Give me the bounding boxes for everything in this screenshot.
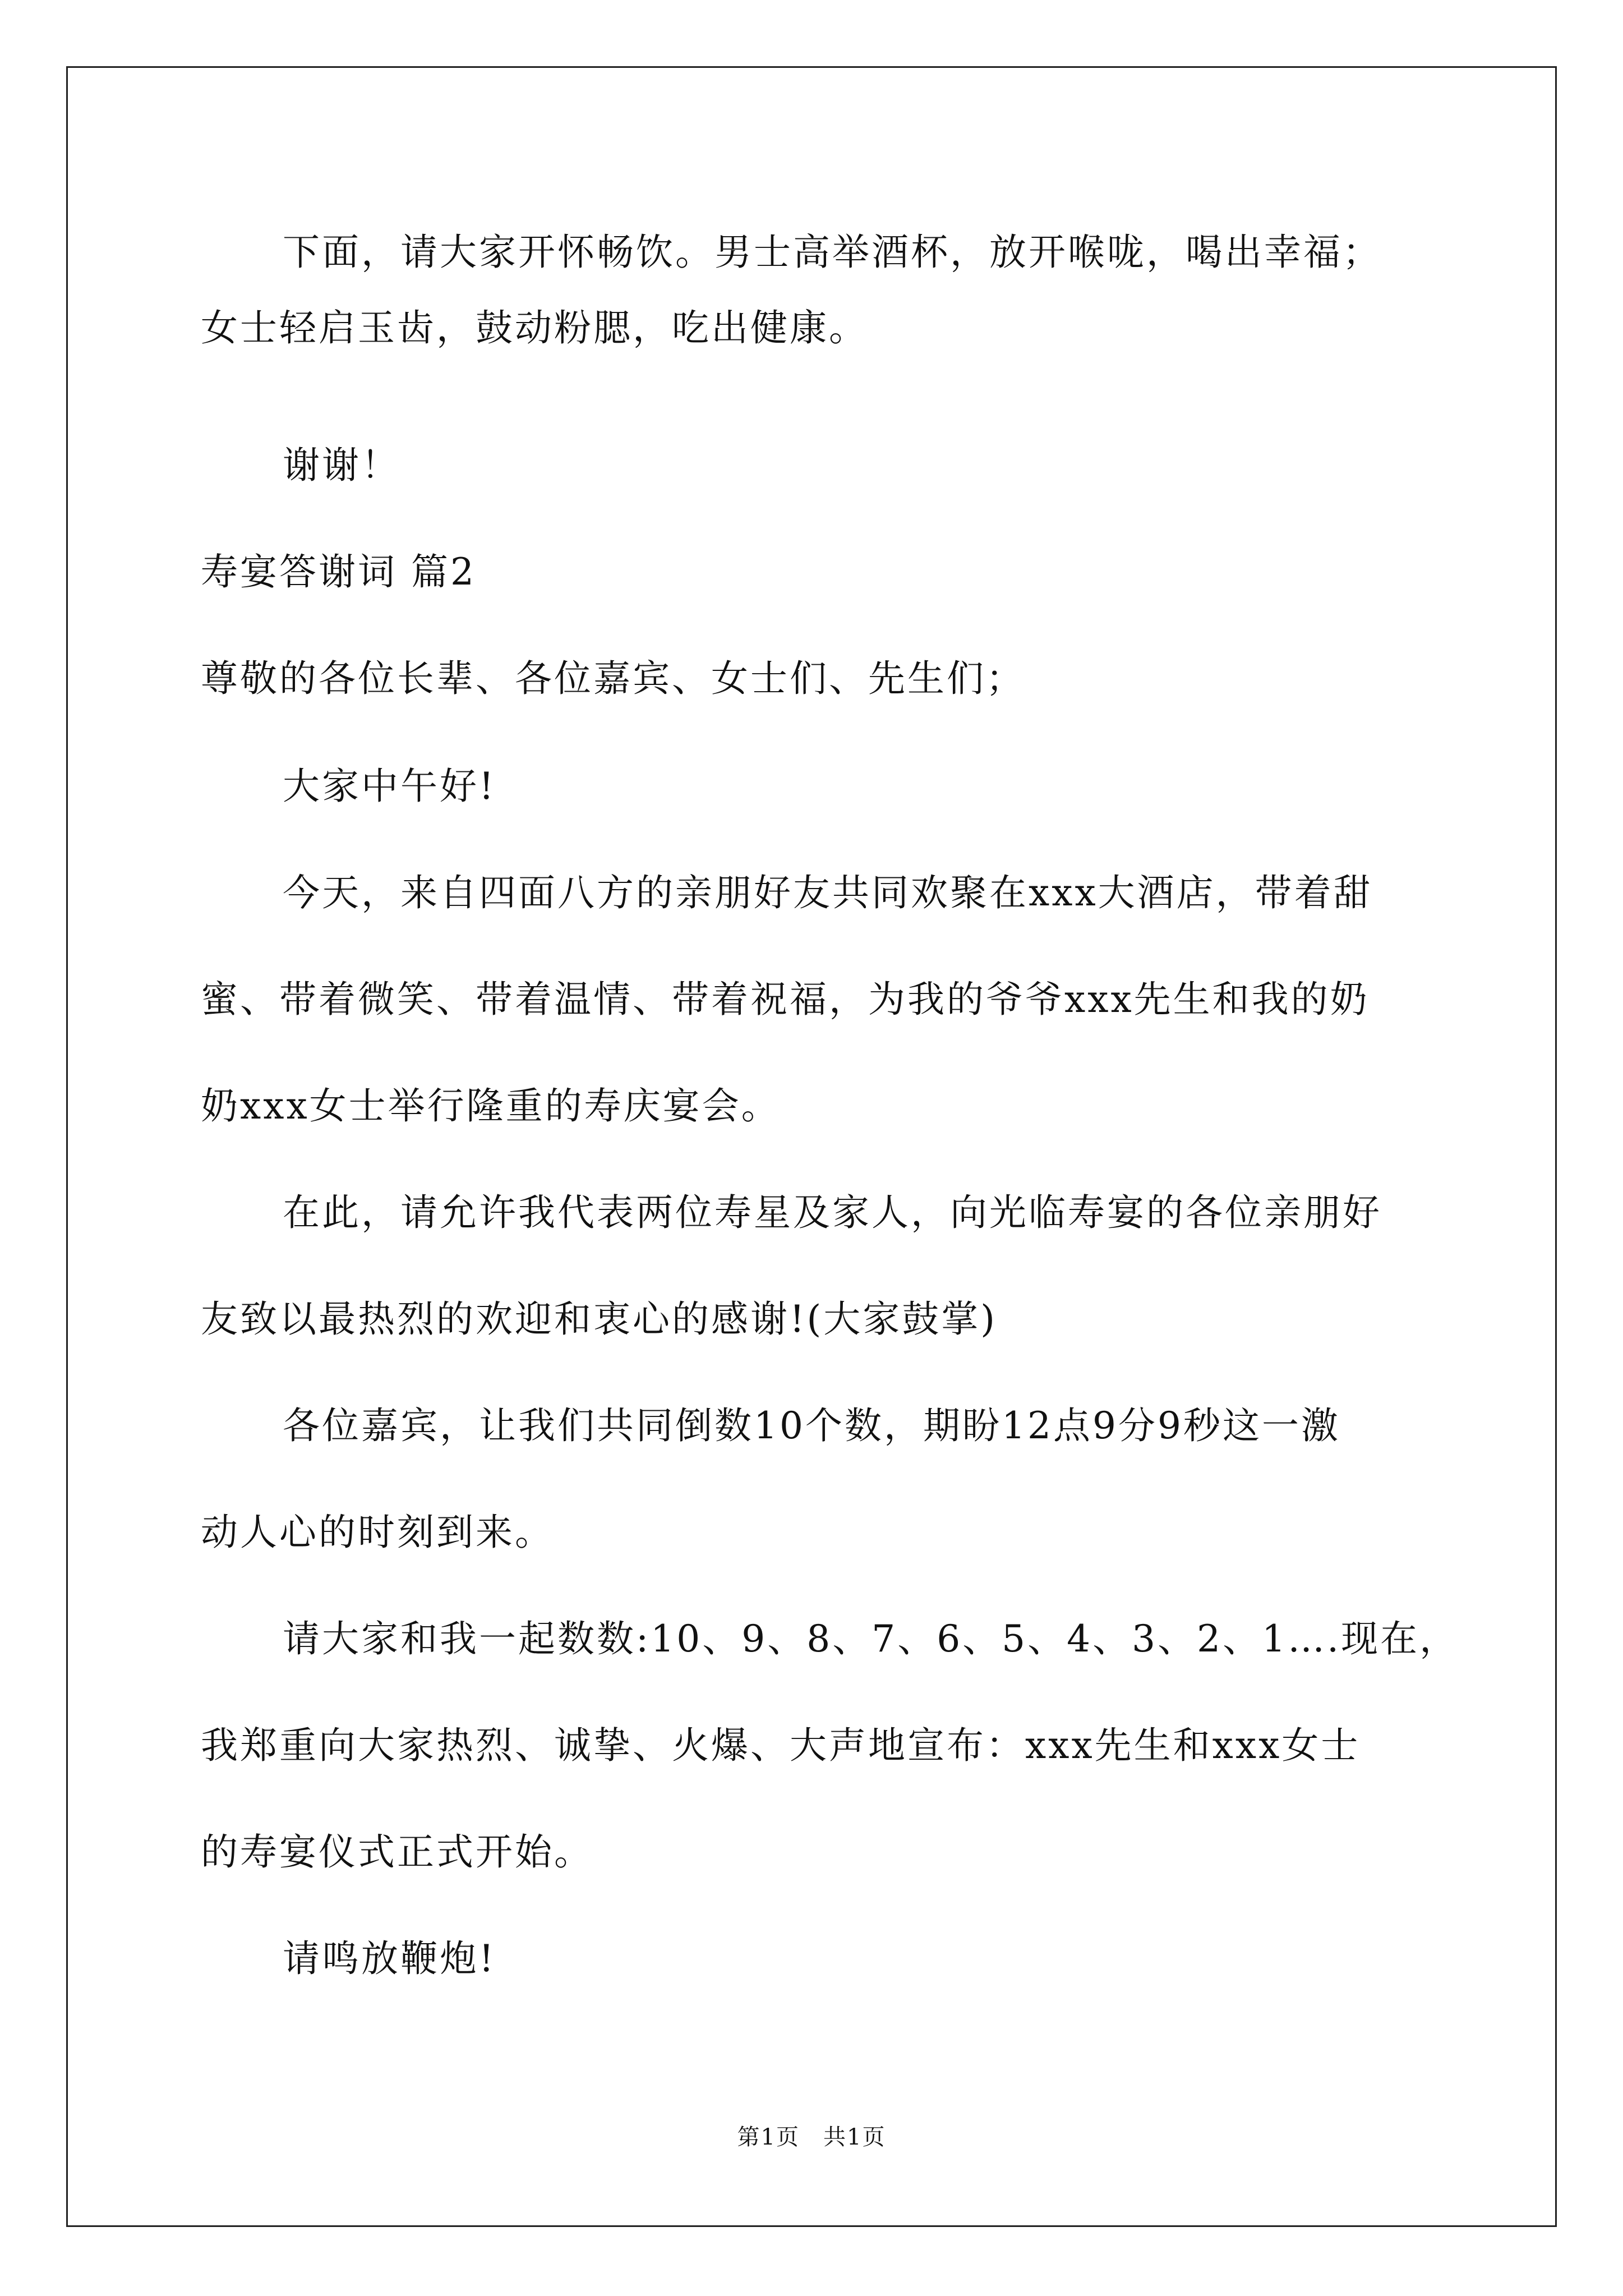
paragraph-line: 的寿宴仪式正式开始。 <box>201 1830 593 1874</box>
paragraph-line: 动人心的时刻到来。 <box>201 1511 554 1554</box>
paragraph-line: 在此，请允许我代表两位寿星及家人，向光临寿宴的各位亲朋好 <box>283 1191 1382 1234</box>
paragraph-line: 今天，来自四面八方的亲朋好友共同欢聚在xxx大酒店，带着甜 <box>283 871 1373 914</box>
paragraph-line: 友致以最热烈的欢迎和衷心的感谢!(大家鼓掌) <box>201 1297 998 1341</box>
page-number-footer: 第1页 共1页 <box>737 2124 886 2150</box>
paragraph-line: 蜜、带着微笑、带着温情、带着祝福，为我的爷爷xxx先生和我的奶 <box>201 978 1370 1021</box>
paragraph-line: 女士轻启玉齿，鼓动粉腮，吃出健康。 <box>201 306 868 349</box>
paragraph-line: 大家中午好! <box>283 765 496 808</box>
page-border <box>66 66 1557 2227</box>
paragraph-line: 各位嘉宾，让我们共同倒数10个数，期盼12点9分9秒这一激 <box>283 1404 1340 1447</box>
paragraph-line: 谢谢！ <box>283 444 400 487</box>
paragraph-line: 我郑重向大家热烈、诚挚、火爆、大声地宣布：xxx先生和xxx女士 <box>201 1724 1361 1767</box>
salutation-line: 尊敬的各位长辈、各位嘉宾、女士们、先生们； <box>201 657 1025 700</box>
paragraph-line: 奶xxx女士举行隆重的寿庆宴会。 <box>201 1084 781 1128</box>
paragraph-line: 下面，请大家开怀畅饮。男士高举酒杯，放开喉咙，喝出幸福； <box>283 231 1382 274</box>
paragraph-line: 请鸣放鞭炮! <box>283 1937 496 1980</box>
paragraph-line: 请大家和我一起数数:10、9、8、7、6、5、4、3、2、1….现在， <box>283 1617 1459 1660</box>
section-heading: 寿宴答谢词 篇2 <box>201 550 476 593</box>
